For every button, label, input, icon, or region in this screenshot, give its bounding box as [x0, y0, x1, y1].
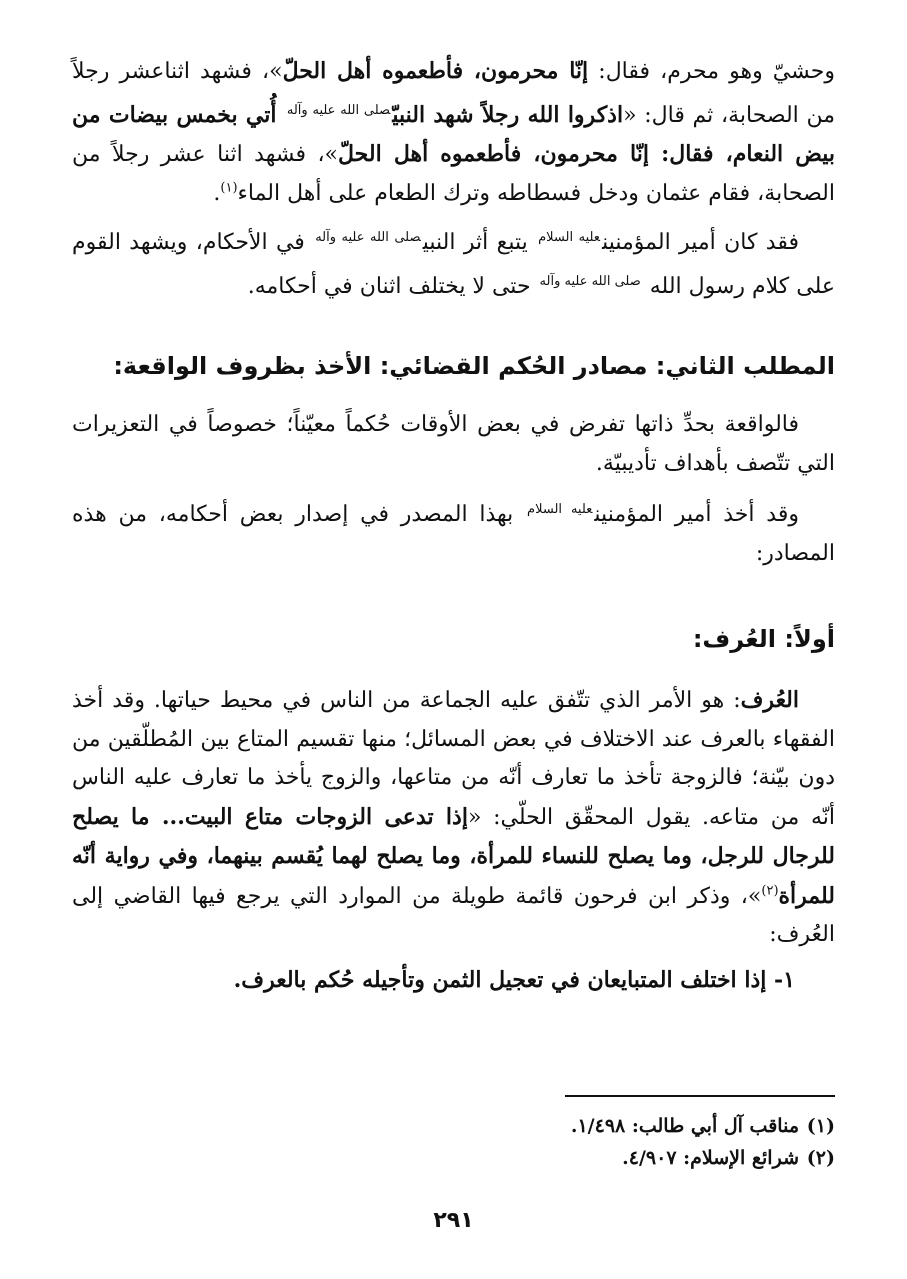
footnote-ref-2: (٢) [761, 883, 779, 899]
paragraph-2-part-1: فقد كان أمير المؤمنين [602, 230, 800, 255]
footnote-2-text: شرائع الإسلام: ٤/٩٠٧. [622, 1147, 799, 1169]
section-heading: المطلب الثاني: مصادر الحُكم القضائي: الأخذ بظروف الواقعة: [113, 352, 835, 380]
honorific-alayhi-salam: عليه السلام [527, 502, 593, 517]
paragraph-5 [72, 681, 835, 955]
list-item-number: ١- [774, 966, 795, 993]
paragraph-2 [72, 219, 835, 306]
paragraph-4 [72, 491, 835, 573]
honorific-salawat: صلى الله عليه وآله [286, 102, 391, 118]
paragraph-1-part-1: وحشيّ وهو محرم، فقال: [588, 59, 835, 84]
paragraph-2-part-2: يتبع أثر النبي [422, 230, 537, 255]
list-item [72, 961, 795, 999]
paragraph-1-bold-3: أُتي بخمس بيضات من بيض النعام، فقال: إنّا محرمون، فأطعموه أهل الحلّ [72, 101, 835, 167]
paragraph-2-part-4: حتى لا يختلف اثنان في أحكامه. [247, 273, 538, 299]
footnote-1 [571, 1110, 835, 1142]
paragraph-5-part-1: : هو الأمر الذي تتّفق عليه الجماعة من الناس في محيط حياتها. وقد أخذ الفقهاء بالعرف عند الاختلاف في بعض المسائل؛ منها تقسيم المتاع بين المُطلّقين من دون بيّنة؛ فالزوجة تأخذ ما تعارف أنّه من متاعها، والزوج يأخذ ما تعارف عليه الناس أنّه من متاعه. يقول المحقّق الحلّي: « [72, 688, 835, 830]
page-number: ٢٩١ [433, 1208, 474, 1233]
footnote-2-number: (٢) [806, 1147, 835, 1169]
honorific-alayhi-salam: عليه السلام [538, 230, 601, 245]
paragraph-3: فالواقعة بحدِّ ذاتها تفرض في بعض الأوقات حُكماً معيّناً؛ خصوصاً في التعزيرات التي تتّصف بأهداف تأديبيّة. [72, 412, 835, 476]
honorific-salawat: صلى الله عليه وآله [539, 273, 641, 289]
paragraph-4-part-2: بهذا المصدر في إصدار بعض أحكامه، من هذه المصادر: [72, 502, 835, 566]
subsection-heading: أولاً: العُرف: [692, 625, 835, 653]
paragraph-1-bold-2: اذكروا الله رجلاً شهد النبيّ [392, 101, 624, 128]
paragraph-5-part-2: »، وذكر ابن فرحون قائمة طويلة من الموارد التي يرجع فيها القاضي إلى العُرف: [72, 883, 835, 947]
paragraph-4-part-1: وقد أخذ أمير المؤمنين [594, 502, 799, 527]
footnote-1-text: مناقب آل أبي طالب: ١/٤٩٨. [570, 1115, 799, 1137]
footnote-2 [571, 1142, 835, 1174]
paragraph-1-part-7: . [213, 180, 221, 206]
footnote-ref-1: (١) [220, 180, 238, 196]
paragraph-1-part-3: »، فشهد اثناعشر رجلاً من الصحابة، ثم قال: « [72, 59, 836, 128]
term-urf: العُرف [740, 687, 799, 713]
footnote-divider [565, 1095, 835, 1097]
paragraph-1-part-6: »، فشهد اثنا عشر رجلاً من الصحابة، فقام عثمان ودخل فسطاطه وترك الطعام على أهل الماء [72, 142, 835, 206]
footnotes [571, 1110, 835, 1174]
paragraph-1-bold-1: إنّا محرمون، فأطعموه أهل الحلّ [282, 58, 589, 84]
list-item-text: إذا اختلف المتبايعان في تعجيل الثمن وتأجيله حُكم بالعرف. [233, 966, 767, 993]
footnote-1-number: (١) [806, 1115, 835, 1137]
quote-muhaqqiq: إذا تدعى الزوجات متاع البيت... ما يصلح للرجال للرجل، وما يصلح للنساء للمرأة، وما يصلح لهما يُقسم بينهما، وفي رواية أنّه للمرأة [72, 803, 835, 909]
paragraph-1 [72, 52, 835, 213]
honorific-salawat: صلى الله عليه وآله [315, 230, 421, 245]
paragraph-2-part-3: في الأحكام، ويشهد القوم على كلام رسول الله [72, 230, 835, 299]
